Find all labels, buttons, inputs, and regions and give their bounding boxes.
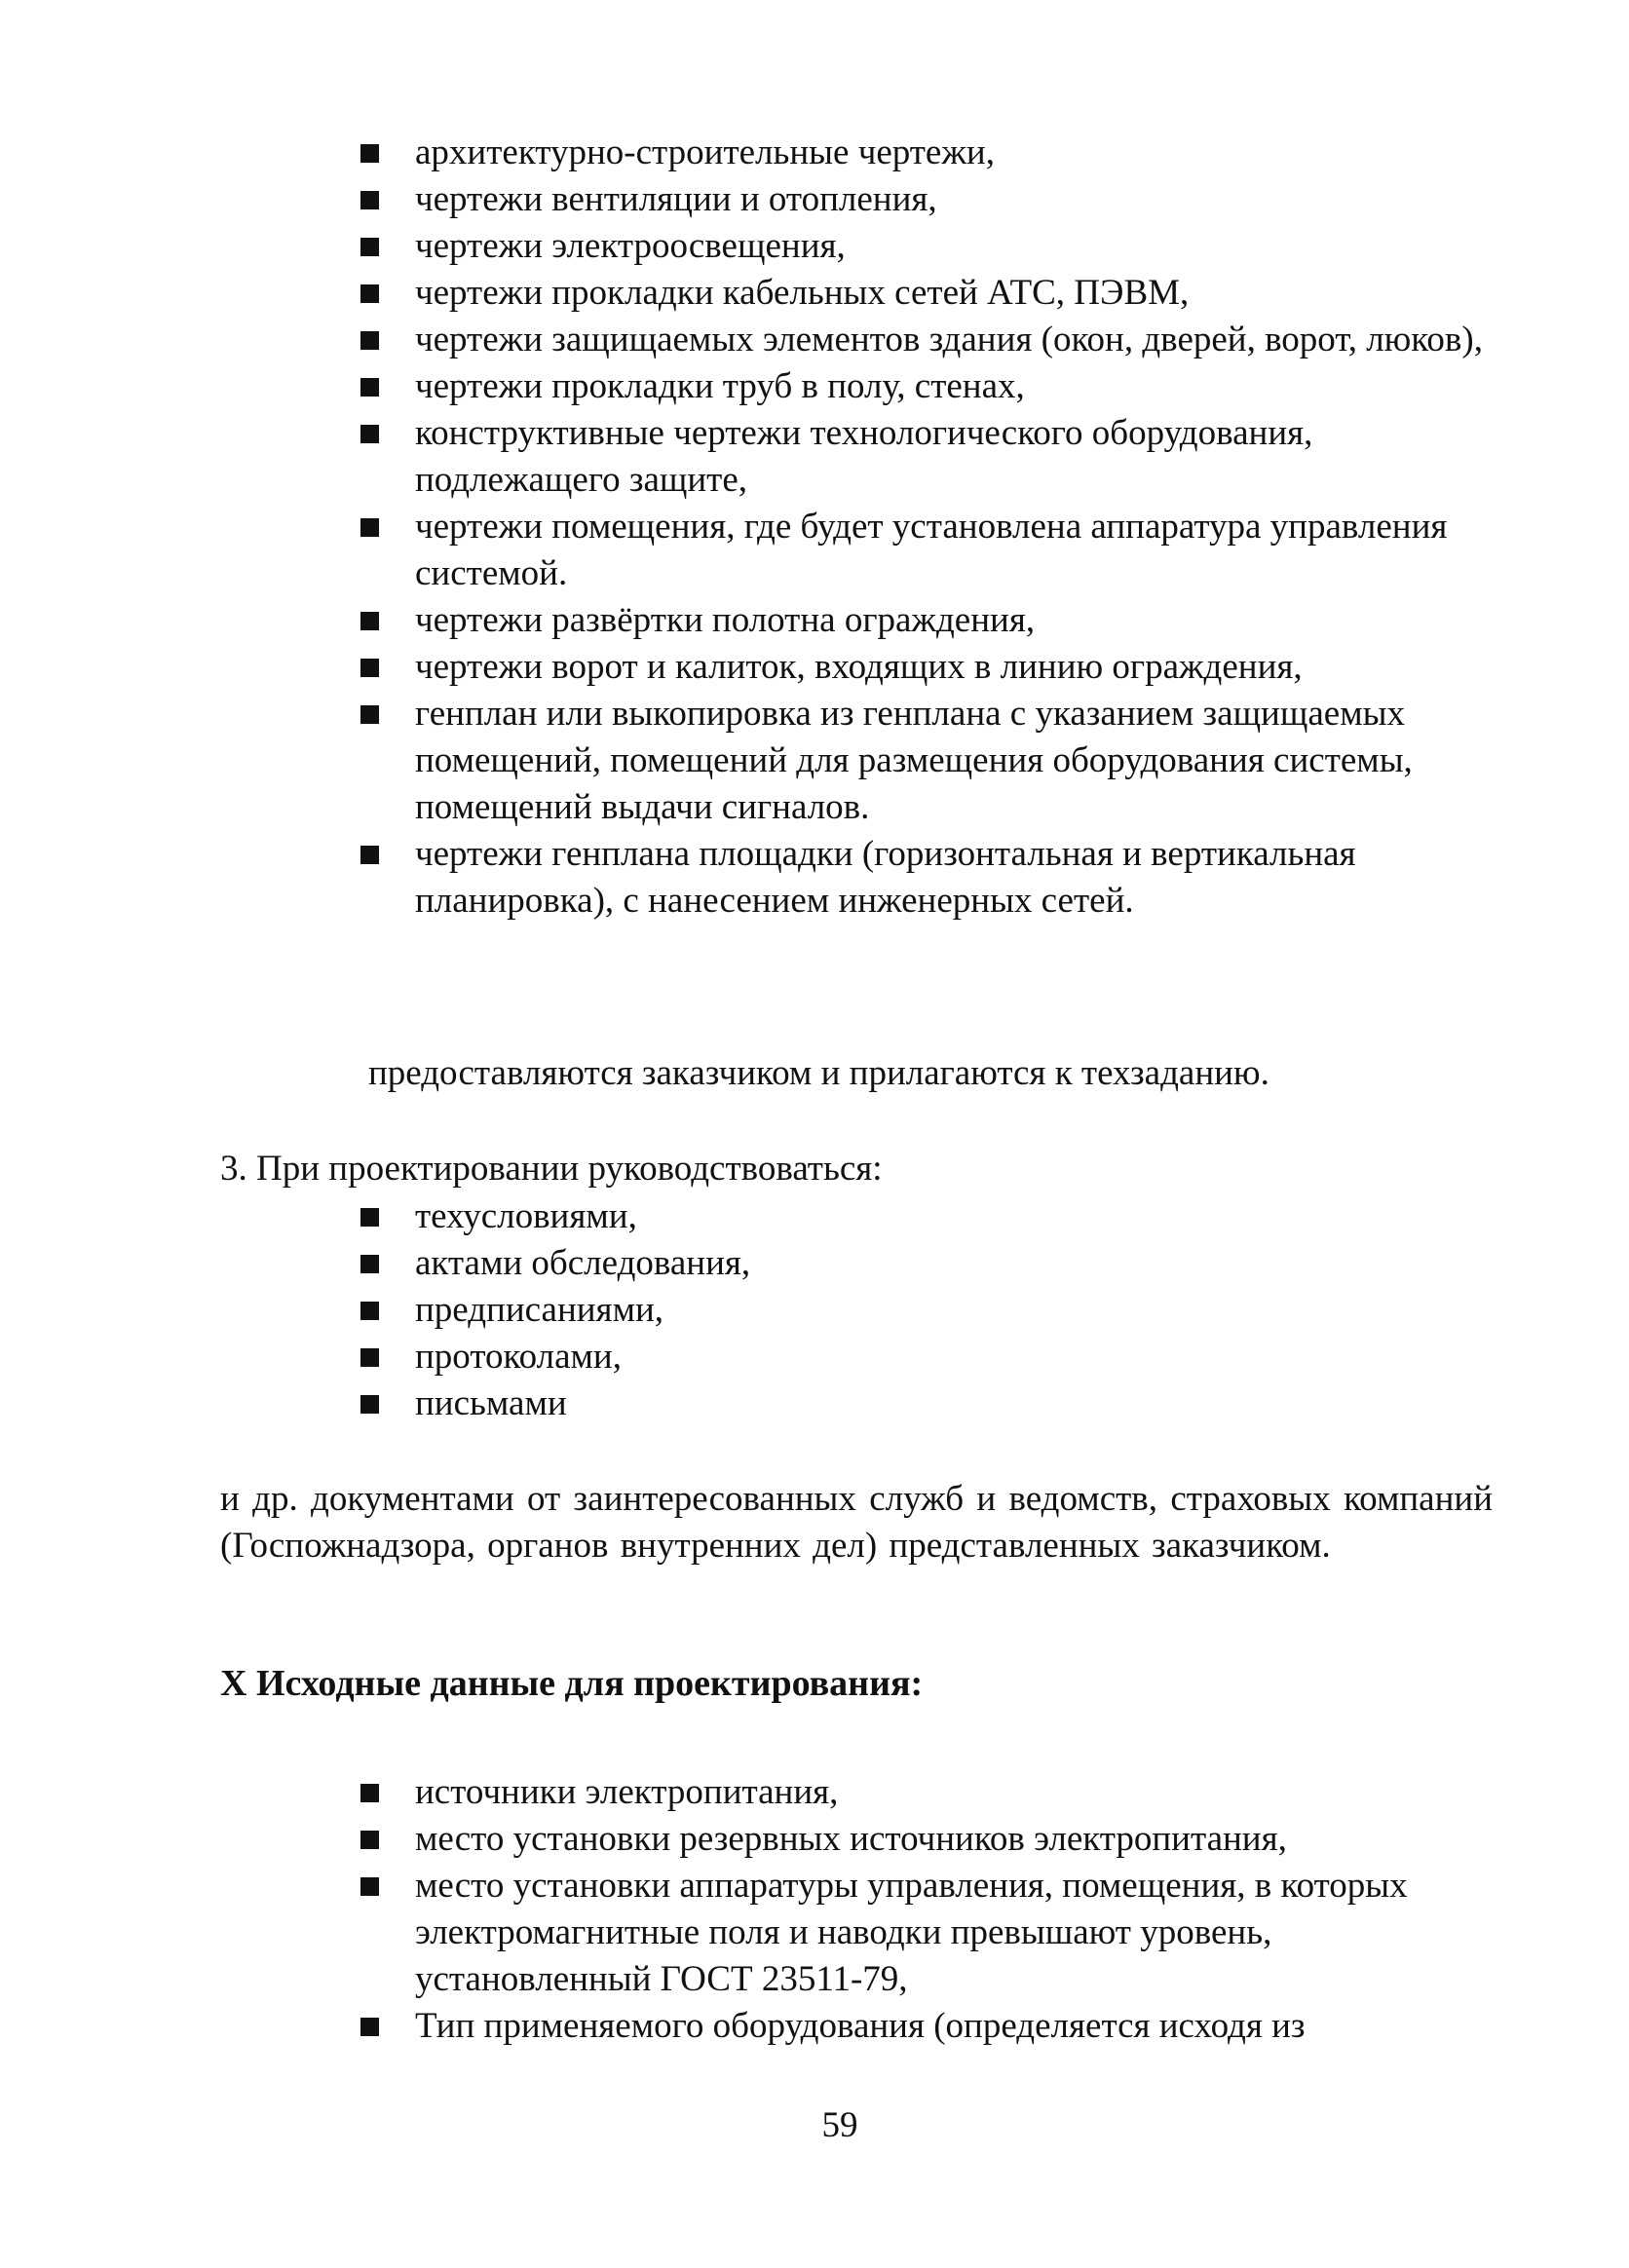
list-item: чертежи ворот и калиток, входящих в линию ограждения, — [360, 644, 1491, 691]
list-item: место установки аппаратуры управления, помещения, в которых электромагнитные поля и наводки превышают уровень, установленный ГОСТ 23511-79, — [360, 1863, 1491, 2003]
clause-3-title: 3. При проектировании руководствоваться: — [220, 1149, 883, 1189]
guidance-list — [360, 1193, 1491, 1427]
page-number: 59 — [821, 2105, 858, 2145]
list-item: архитектурно-строительные чертежи, — [360, 130, 1491, 176]
section-heading: X Исходные данные для проектирования: — [220, 1663, 924, 1704]
list-item: источники электропитания, — [360, 1769, 1491, 1816]
list-item: чертежи развёртки полотна ограждения, — [360, 597, 1491, 644]
list-item: чертежи прокладки труб в полу, стенах, — [360, 363, 1491, 410]
other-documents-paragraph: и др. документами от заинтересованных служб и ведомств, страховых компаний (Госпожнадзора, органов внутренних дел) представленных заказчиком. — [220, 1479, 1493, 1566]
list-item: предписаниями, — [360, 1287, 1491, 1334]
list-item: Тип применяемого оборудования (определяется исходя из — [360, 2003, 1491, 2050]
list-item: протоколами, — [360, 1334, 1491, 1380]
list-item: чертежи помещения, где будет установлена аппаратура управления системой. — [360, 504, 1491, 597]
list-item: актами обследования, — [360, 1240, 1491, 1287]
list-item: чертежи защищаемых элементов здания (окон, дверей, ворот, люков), — [360, 317, 1491, 363]
list-item: техусловиями, — [360, 1193, 1491, 1240]
list-item: чертежи прокладки кабельных сетей АТС, ПЭВМ, — [360, 270, 1491, 317]
drawings-list — [360, 130, 1491, 925]
list-item: чертежи электроосвещения, — [360, 223, 1491, 270]
source-data-list — [360, 1769, 1491, 2050]
list-item: место установки резервных источников электропитания, — [360, 1816, 1491, 1863]
list-item: чертежи генплана площадки (горизонтальная и вертикальная планировка), с нанесением инженерных сетей. — [360, 831, 1491, 925]
list-item: конструктивные чертежи технологического оборудования, подлежащего защите, — [360, 410, 1491, 504]
list-item: чертежи вентиляции и отопления, — [360, 176, 1491, 223]
list-item: письмами — [360, 1380, 1491, 1427]
list-item: генплан или выкопировка из генплана с указанием защищаемых помещений, помещений для размещения оборудования системы, помещений выдачи сигналов. — [360, 691, 1491, 831]
provided-note: предоставляются заказчиком и прилагаются к техзаданию. — [368, 1053, 1269, 1093]
